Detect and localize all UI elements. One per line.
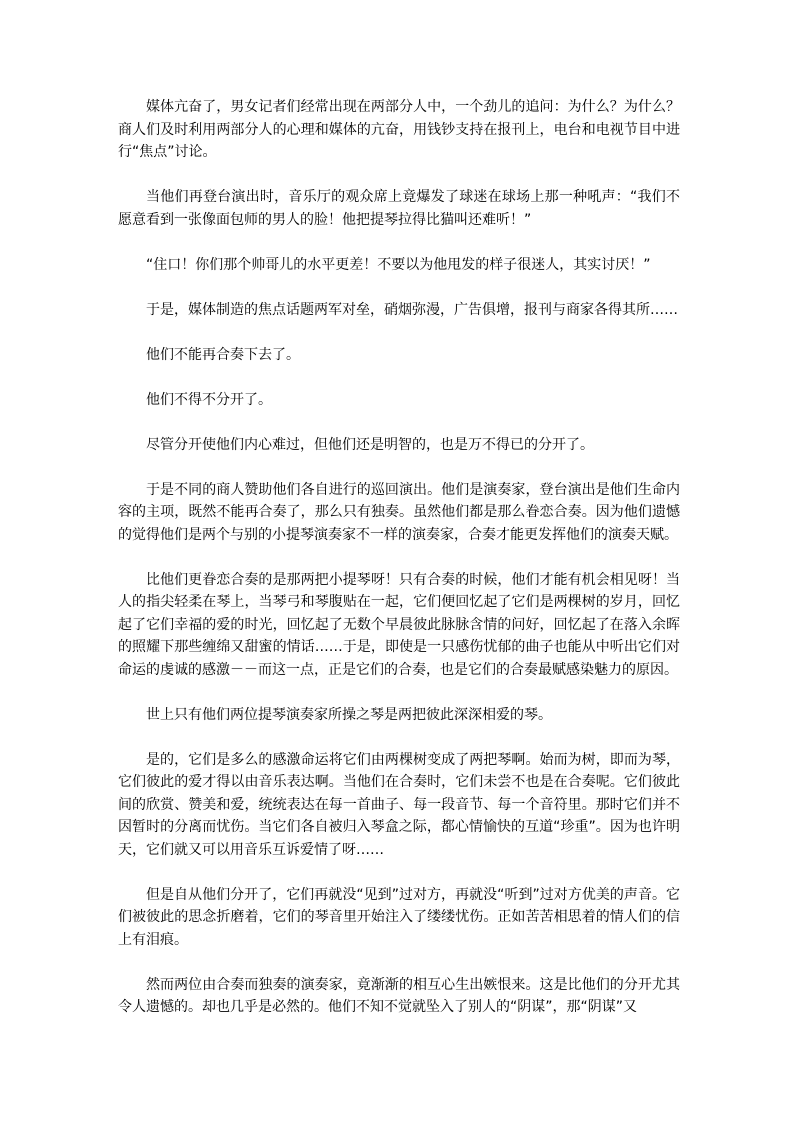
document-body xyxy=(118,96,680,1041)
paragraph-7: 尽管分开使他们内心难过，但他们还是明智的，也是万不得已的分开了。 xyxy=(146,436,594,453)
paragraph-8: 于是不同的商人赞助他们各自进行的巡回演出。他们是演奏家，登台演出是他们生命内容的主项，既然不能再合奏了，那么只有独奏。虽然他们都是那么眷恋合奏。因为他们遗憾的觉得他们是两个与别的小提琴演奏家不一样的演奏家，合奏才能更发挥他们的演奏天赋。 xyxy=(118,481,680,543)
paragraph-12: 但是自从他们分开了，它们再就没“见到”过对方，再就没“听到”过对方优美的声音。它们被彼此的思念折磨着，它们的琴音里开始注入了缕缕忧伤。正如苦苦相思着的情人们的信上有泪痕。 xyxy=(118,886,680,948)
paragraph-9: 比他们更眷恋合奏的是那两把小提琴呀！只有合奏的时候，他们才能有机会相见呀！当人的指尖轻柔在琴上，当琴弓和琴腹贴在一起，它们便回忆起了它们是两棵树的岁月，回忆起了它们幸福的爱的时光，回忆起了无数个早晨彼此脉脉含情的问好，回忆起了在落入余晖的照耀下那些缠绵又甜蜜的情话……于是，即使是一只感伤忧郁的曲子也能从中听出它们对命运的虔诚的感激－－而这一点，正是它们的合奏，也是它们的合奏最赋感染魅力的原因。 xyxy=(118,571,680,678)
paragraph-6: 他们不得不分开了。 xyxy=(146,391,272,408)
paragraph-4: 于是，媒体制造的焦点话题两军对垒，硝烟弥漫，广告俱增，报刊与商家各得其所…… xyxy=(146,301,678,318)
paragraph-13: 然而两位由合奏而独奏的演奏家，竟渐渐的相互心生出嫉恨来。这是比他们的分开尤其令人遗憾的。却也几乎是必然的。他们不知不觉就坠入了别人的“阴谋”，那“阴谋”又 xyxy=(118,976,680,1015)
paragraph-3: “住口！你们那个帅哥儿的水平更差！不要以为他甩发的样子很迷人，其实讨厌！” xyxy=(146,256,651,273)
paragraph-11: 是的，它们是多么的感激命运将它们由两棵树变成了两把琴啊。始而为树，即而为琴，它们彼此的爱才得以由音乐表达啊。当他们在合奏时，它们未尝不也是在合奏呢。它们彼此间的欣赏、赞美和爱，统统表达在每一首曲子、每一段音节、每一个音符里。那时它们并不因暂时的分离而忧伤。当它们各自被归入琴盒之际，都心情愉快的互道“珍重”。因为也许明天，它们就又可以用音乐互诉爱情了呀…… xyxy=(118,751,680,858)
paragraph-5: 他们不能再合奏下去了。 xyxy=(146,346,300,363)
paragraph-10: 世上只有他们两位提琴演奏家所操之琴是两把彼此深深相爱的琴。 xyxy=(146,706,552,723)
paragraph-1: 媒体亢奋了，男女记者们经常出现在两部分人中，一个劲儿的追问：为什么？为什么？商人们及时利用两部分人的心理和媒体的亢奋，用钱钞支持在报刊上，电台和电视节目中进行“焦点”讨论。 xyxy=(118,99,680,160)
paragraph-2: 当他们再登台演出时，音乐厅的观众席上竟爆发了球迷在球场上那一种吼声：“我们不愿意看到一张像面包师的男人的脸！他把提琴拉得比猫叫还难听！” xyxy=(118,189,680,228)
